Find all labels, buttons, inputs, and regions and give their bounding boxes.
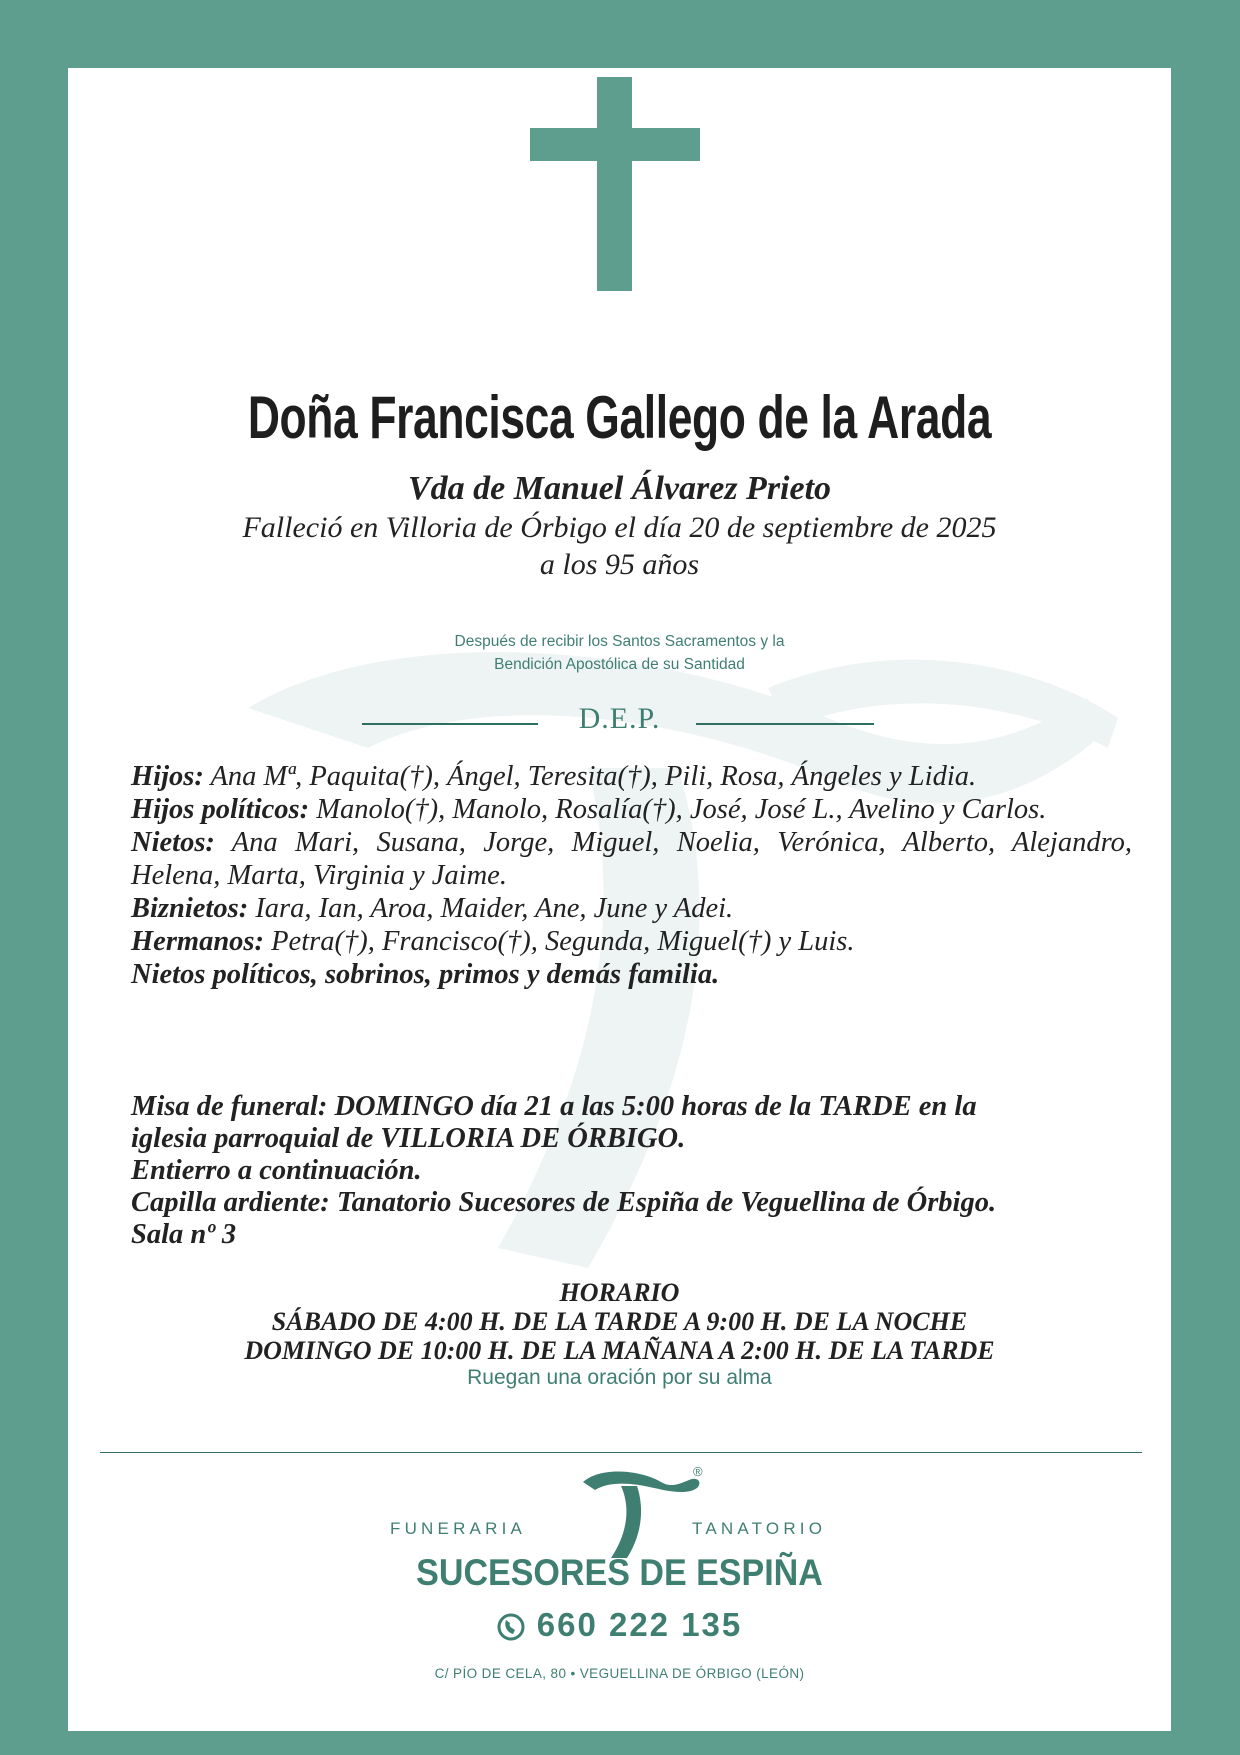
- company-name: SUCESORES DE ESPIÑA: [416, 1552, 823, 1593]
- chapel-line: Capilla ardiente: Tanatorio Sucesores de Espiña de Veguellina de Órbigo.: [131, 1187, 997, 1218]
- family-in-laws: [131, 793, 1132, 826]
- footer-divider: [100, 1452, 1142, 1453]
- cross-icon: [68, 68, 1171, 298]
- sacraments-line-1: Después de recibir los Santos Sacramentos y la: [454, 633, 785, 650]
- dep-line-right: [696, 723, 874, 725]
- mass-line-1: Misa de funeral: DOMINGO día 21 a las 5:00 horas de la TARDE en la: [131, 1091, 977, 1122]
- family-grandchildren: [131, 826, 1132, 892]
- family-children: [131, 760, 1132, 793]
- visiting-schedule: [68, 1278, 1171, 1365]
- great-grandchildren-names: Iara, Ian, Aroa, Maider, Ane, June y Adei.: [248, 893, 734, 924]
- widow-of: Vda de Manuel Álvarez Prieto: [407, 470, 832, 507]
- funeral-home-logo-icon: [571, 1462, 711, 1562]
- in-laws-label: Hijos políticos:: [131, 794, 310, 825]
- mass-line-2: iglesia parroquial de VILLORIA DE ÓRBIGO.: [131, 1123, 686, 1154]
- great-grandchildren-label: Biznietos:: [131, 893, 249, 924]
- sacraments-note: [68, 630, 1171, 676]
- children-label: Hijos:: [131, 761, 204, 792]
- company-address: C/ PÍO DE CELA, 80 • VEGUELLINA DE ÓRBIGO (LEÓN): [434, 1666, 805, 1681]
- family-siblings: [131, 925, 1132, 958]
- schedule-title: HORARIO: [559, 1278, 680, 1307]
- others-text: Nietos políticos, sobrinos, primos y demás familia.: [131, 959, 720, 990]
- grandchildren-label: Nietos:: [131, 827, 215, 858]
- funeral-details: [131, 1091, 1132, 1251]
- grandchildren-names: Ana Mari, Susana, Jorge, Miguel, Noelia, Verónica, Alberto, Alejandro, Helena, Marta, Virginia y Jaime.: [131, 827, 1132, 891]
- siblings-label: Hermanos:: [131, 926, 265, 957]
- dep-label: D.E.P.: [578, 702, 661, 735]
- sacraments-line-2: Bendición Apostólica de su Santidad: [494, 656, 745, 673]
- phone-number: 660 222 135: [536, 1606, 743, 1643]
- prayer-request: Ruegan una oración por su alma: [467, 1366, 772, 1389]
- siblings-names: Petra(†), Francisco(†), Segunda, Miguel(†) y Luis.: [264, 926, 855, 957]
- family-list: [131, 760, 1132, 991]
- family-great-grandchildren: [131, 892, 1132, 925]
- deceased-name: Doña Francisca Gallego de la Arada: [247, 384, 992, 451]
- schedule-sunday: DOMINGO DE 10:00 H. DE LA MAÑANA A 2:00 H. DE LA TARDE: [244, 1336, 995, 1365]
- dep-divider: [68, 702, 1171, 742]
- family-others: [131, 958, 1132, 991]
- death-age: a los 95 años: [539, 548, 700, 581]
- death-place-date: Falleció en Villoria de Órbigo el día 20 de septiembre de 2025: [242, 511, 997, 544]
- room-line: Sala nº 3: [131, 1219, 237, 1250]
- funeraria-label: FUNERARIA: [390, 1519, 527, 1538]
- schedule-saturday: SÁBADO DE 4:00 H. DE LA TARDE A 9:00 H. DE LA NOCHE: [271, 1307, 968, 1336]
- registered-mark: ®: [693, 1464, 703, 1479]
- tanatorio-label: TANATORIO: [692, 1519, 827, 1538]
- children-names: Ana Mª, Paquita(†), Ángel, Teresita(†), Pili, Rosa, Ángeles y Lidia.: [203, 761, 977, 792]
- in-laws-names: Manolo(†), Manolo, Rosalía(†), José, José L., Avelino y Carlos.: [309, 794, 1047, 825]
- company-phone[interactable]: [68, 1606, 1171, 1644]
- death-details: [68, 509, 1171, 583]
- burial-line: Entierro a continuación.: [131, 1155, 422, 1186]
- phone-icon: [497, 1613, 525, 1641]
- obituary-notice: [68, 68, 1171, 1731]
